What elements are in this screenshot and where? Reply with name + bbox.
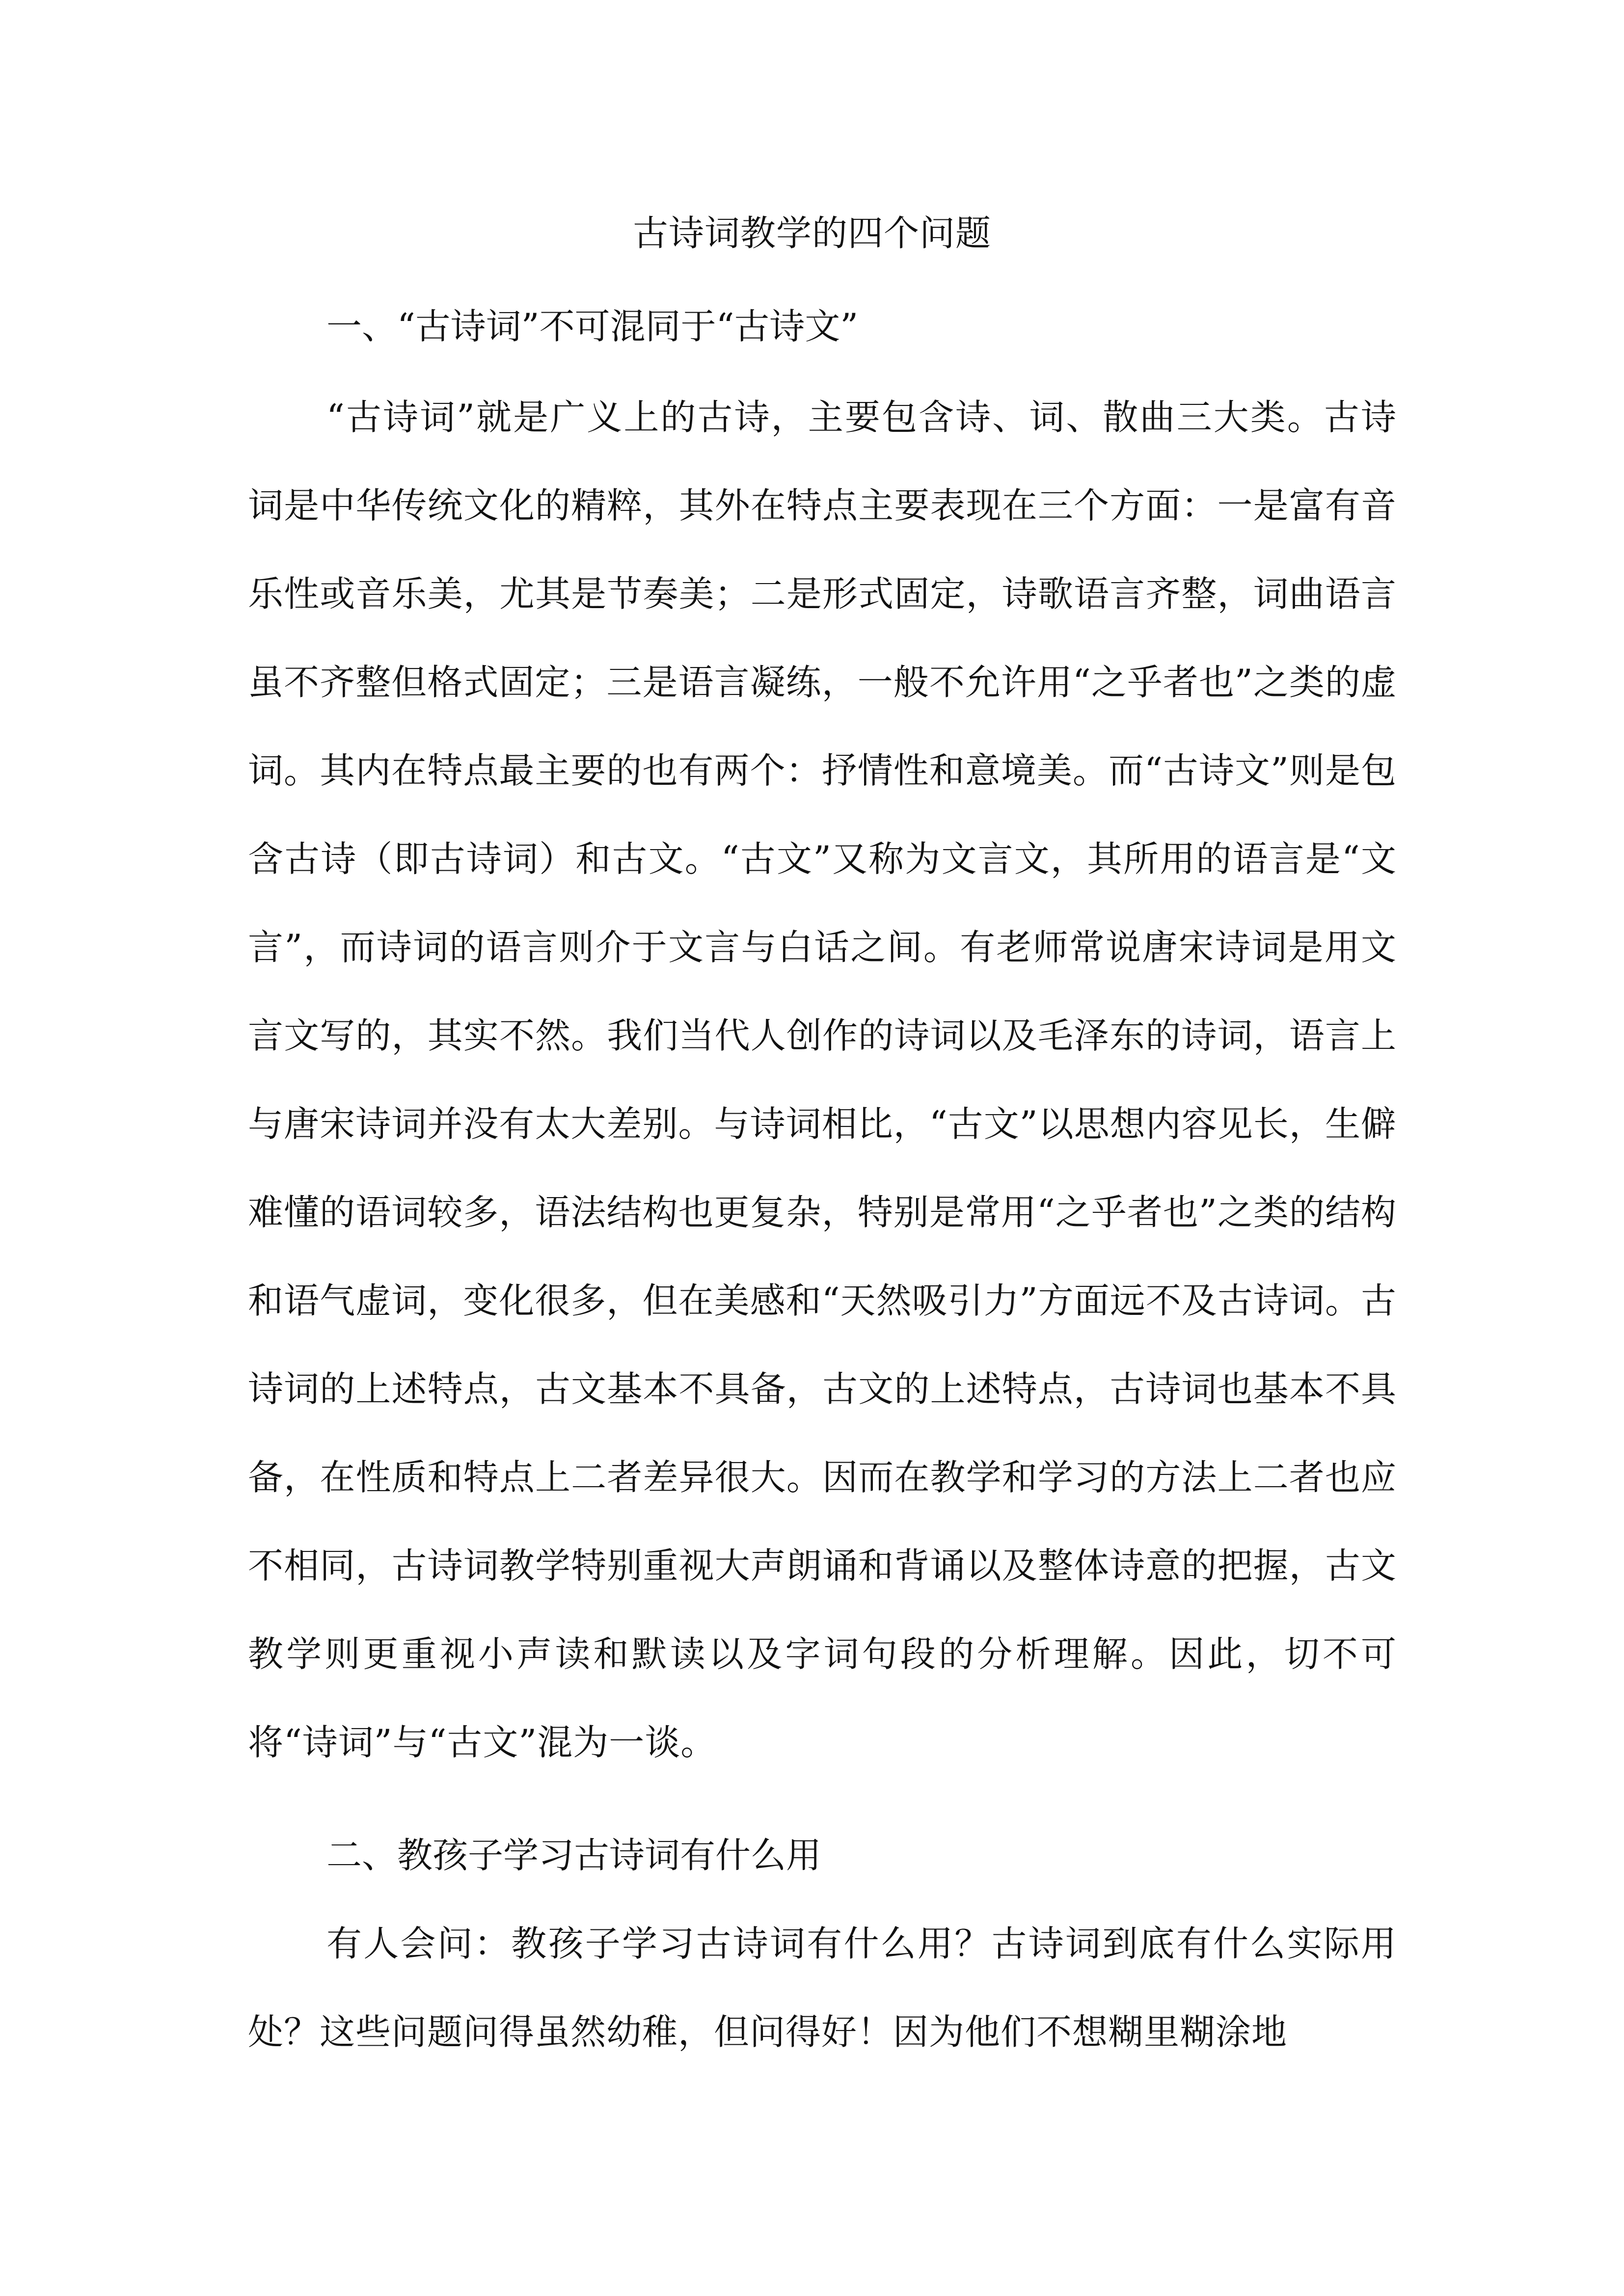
page-title: 古诗词教学的四个问题	[632, 213, 991, 254]
section-heading-2: 二、教孩子学习古诗词有什么用	[326, 1835, 822, 1876]
section-paragraph-1: “古诗词”就是广义上的古诗，主要包含诗、词、散曲三大类。古诗词是中华传统文化的精粹，其外在特点主要表现在三个方面：一是富有音乐性或音乐美，尤其是节奏美；二是形式固定，诗歌语言齐整，词曲语言虽不齐整但格式固定；三是语言凝练，一般不允许用“之乎者也”之类的虚词。其内在特点最主要的也有两个：抒情性和意境美。而“古诗文”则是包含古诗（即古诗词）和古文。“古文”又称为文言文，其所用的语言是“文言”，而诗词的语言则介于文言与白话之间。有老师常说唐宋诗词是用文言文写的，其实不然。我们当代人创作的诗词以及毛泽东的诗词，语言上与唐宋诗词并没有太大差别。与诗词相比，“古文”以思想内容见长，生僻难懂的语词较多，语法结构也更复杂，特别是常用“之乎者也”之类的结构和语气虚词，变化很多，但在美感和“天然吸引力”方面远不及古诗词。古诗词的上述特点，古文基本不具备，古文的上述特点，古诗词也基本不具备，在性质和特点上二者差异很大。因而在教学和学习的方法上二者也应不相同，古诗词教学特别重视大声朗诵和背诵以及整体诗意的把握，古文教学则更重视小声读和默读以及字词句段的分析理解。因此，切不可将“诗词”与“古文”混为一谈。	[248, 397, 1397, 1763]
section-heading-1: 一、“古诗词”不可混同于“古诗文”	[326, 306, 859, 347]
section-paragraph-2: 有人会问：教孩子学习古诗词有什么用？古诗词到底有什么实际用处？这些问题问得虽然幼稚，但问得好！因为他们不想糊里糊涂地	[248, 1923, 1397, 2053]
